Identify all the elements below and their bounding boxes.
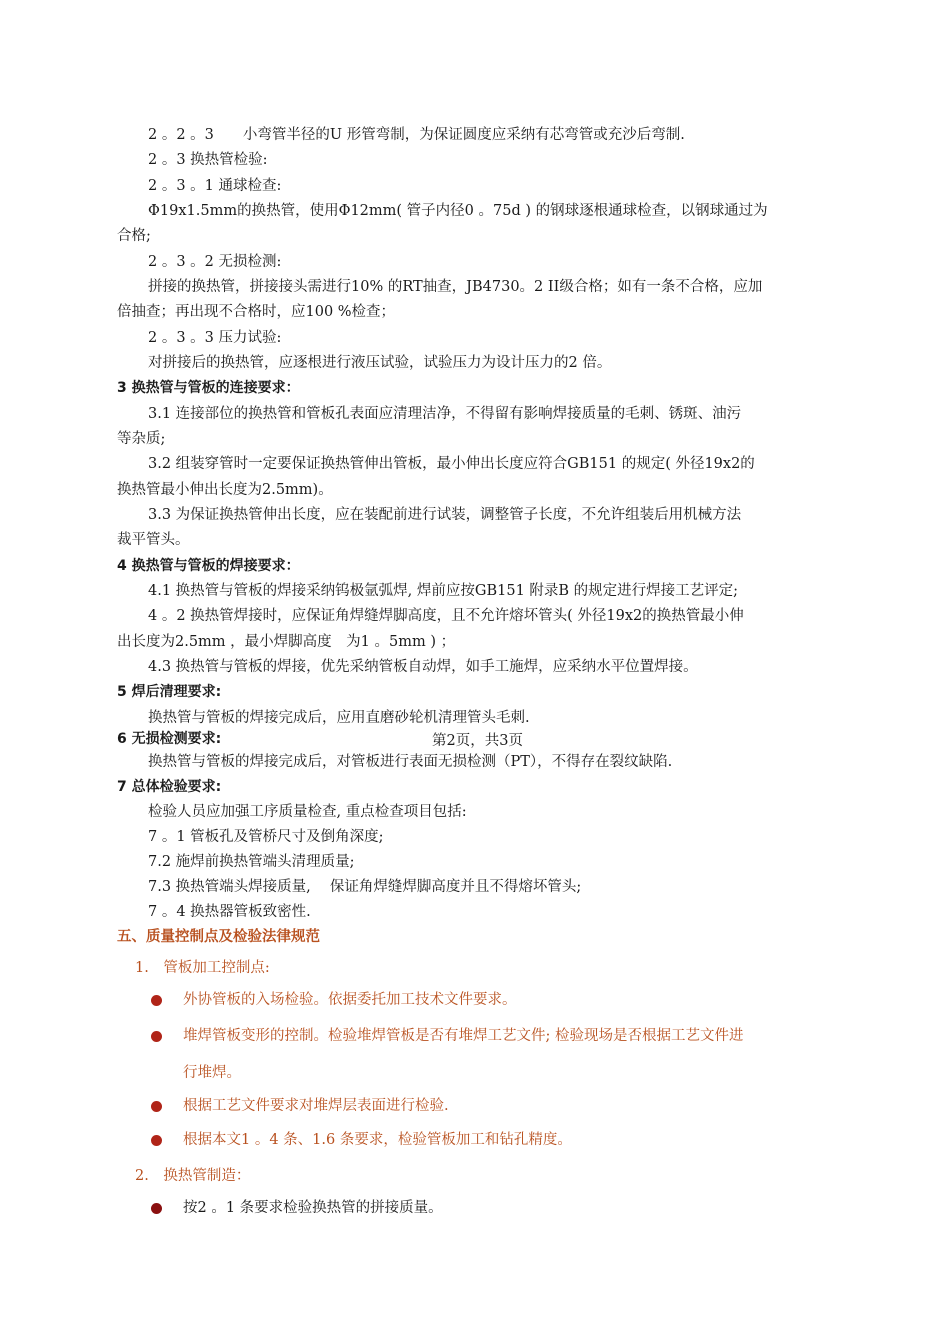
bullet-icon [151,1101,162,1112]
section-5-title: 五、质量控制点及检验法律规范 [117,929,320,945]
para-7-3: 7.3 换热管端头焊接质量, 保证角焊缝焊脚高度并且不得熔坏管头; [148,879,582,895]
bullet-icon [151,1203,162,1214]
heading-2-3-3: 2 。3 。3 压力试验: [148,330,282,346]
bullet-item-5: 按2 。1 条要求检验换热管的拼接质量。 [183,1200,443,1216]
bullet-item-3: 根据工艺文件要求对堆焊层表面进行检验. [183,1098,449,1114]
para-2-2-3: 2 。2 。3 小弯管半径的U 形管弯制，为保证圆度应采纳有芯弯管或充沙后弯制. [148,127,685,143]
bullet-item-1: 外协管板的入场检验。依据委托加工技术文件要求。 [183,992,517,1008]
bullet-item-2-cont: 行堆焊。 [183,1065,241,1081]
para-ball-test-cont: 合格; [117,228,151,244]
numbered-item-1: 1. 管板加工控制点: [135,960,270,976]
heading-6: 6 无损检测要求: [117,731,222,747]
para-7: 检验人员应加强工序质量检查, 重点检查项目包括: [148,804,467,820]
bullet-item-2: 堆焊管板变形的控制。检验堆焊管板是否有堆焊工艺文件; 检验现场是否根据工艺文件进 [183,1028,744,1044]
para-3-2: 3.2 组装穿管时一定要保证换热管伸出管板，最小伸出长度应符合GB151 的规定( 外径19x2的 [148,456,755,472]
para-3-1-cont: 等杂质; [117,431,166,447]
bullet-icon [151,995,162,1006]
bullet-item-4: 根据本文1 。4 条、1.6 条要求，检验管板加工和钻孔精度。 [183,1132,572,1148]
para-7-4: 7 。4 换热器管板致密性. [148,904,311,920]
para-ball-test: Φ19x1.5mm的换热管，使用Φ12mm( 管子内径0 。75d ) 的钢球逐根通球检查，以钢球通过为 [148,203,768,219]
para-4-1: 4.1 换热管与管板的焊接采纳钨极氩弧焊, 焊前应按GB151 附录B 的规定进行焊接工艺评定; [148,583,739,599]
para-3-3: 3.3 为保证换热管伸出长度，应在装配前进行试装，调整管子长度，不允许组装后用机械方法 [148,507,742,523]
para-7-1: 7 。1 管板孔及管桥尺寸及倒角深度; [148,829,384,845]
para-6: 换热管与管板的焊接完成后，对管板进行表面无损检测（PT），不得存在裂纹缺陷. [148,754,673,770]
heading-4: 4 换热管与管板的焊接要求： [117,558,300,574]
heading-2-3: 2 。3 换热管检验: [148,152,268,168]
heading-2-3-1: 2 。3 。1 通球检查: [148,178,282,194]
heading-5: 5 焊后清理要求: [117,684,222,700]
heading-7: 7 总体检验要求: [117,779,222,795]
bullet-icon [151,1031,162,1042]
para-ndt: 拼接的换热管，拼接接头需进行10% 的RT抽查，JB4730。2 II级合格；如有一条不合格，应加 [148,279,763,295]
para-3-1: 3.1 连接部位的换热管和管板孔表面应清理洁净，不得留有影响焊接质量的毛刺、锈斑、油污 [148,406,742,422]
numbered-item-2: 2. 换热管制造： [135,1168,251,1184]
para-pressure: 对拼接后的换热管，应逐根进行液压试验，试验压力为设计压力的2 倍。 [148,355,612,371]
para-7-2: 7.2 施焊前换热管端头清理质量; [148,854,355,870]
bullet-icon [151,1135,162,1146]
para-5: 换热管与管板的焊接完成后，应用直磨砂轮机清理管头毛刺. [148,710,530,726]
heading-3: 3 换热管与管板的连接要求： [117,380,300,396]
page-footer: 第2页，共3页 [432,733,523,749]
para-ndt-cont: 倍抽查；再出现不合格时，应100 %检查； [117,304,396,320]
para-4-3: 4.3 换热管与管板的焊接，优先采纳管板自动焊，如手工施焊，应采纳水平位置焊接。 [148,659,698,675]
para-3-3-cont: 裁平管头。 [117,532,190,548]
para-3-2-cont: 换热管最小伸出长度为2.5mm)。 [117,482,333,498]
para-4-2: 4 。2 换热管焊接时，应保证角焊缝焊脚高度，且不允许熔坏管头( 外径19x2的换热管最小伸 [148,608,744,624]
heading-2-3-2: 2 。3 。2 无损检测: [148,254,282,270]
para-4-2-cont: 出长度为2.5mm ，最小焊脚高度 为1 。5mm ) ； [117,634,456,650]
